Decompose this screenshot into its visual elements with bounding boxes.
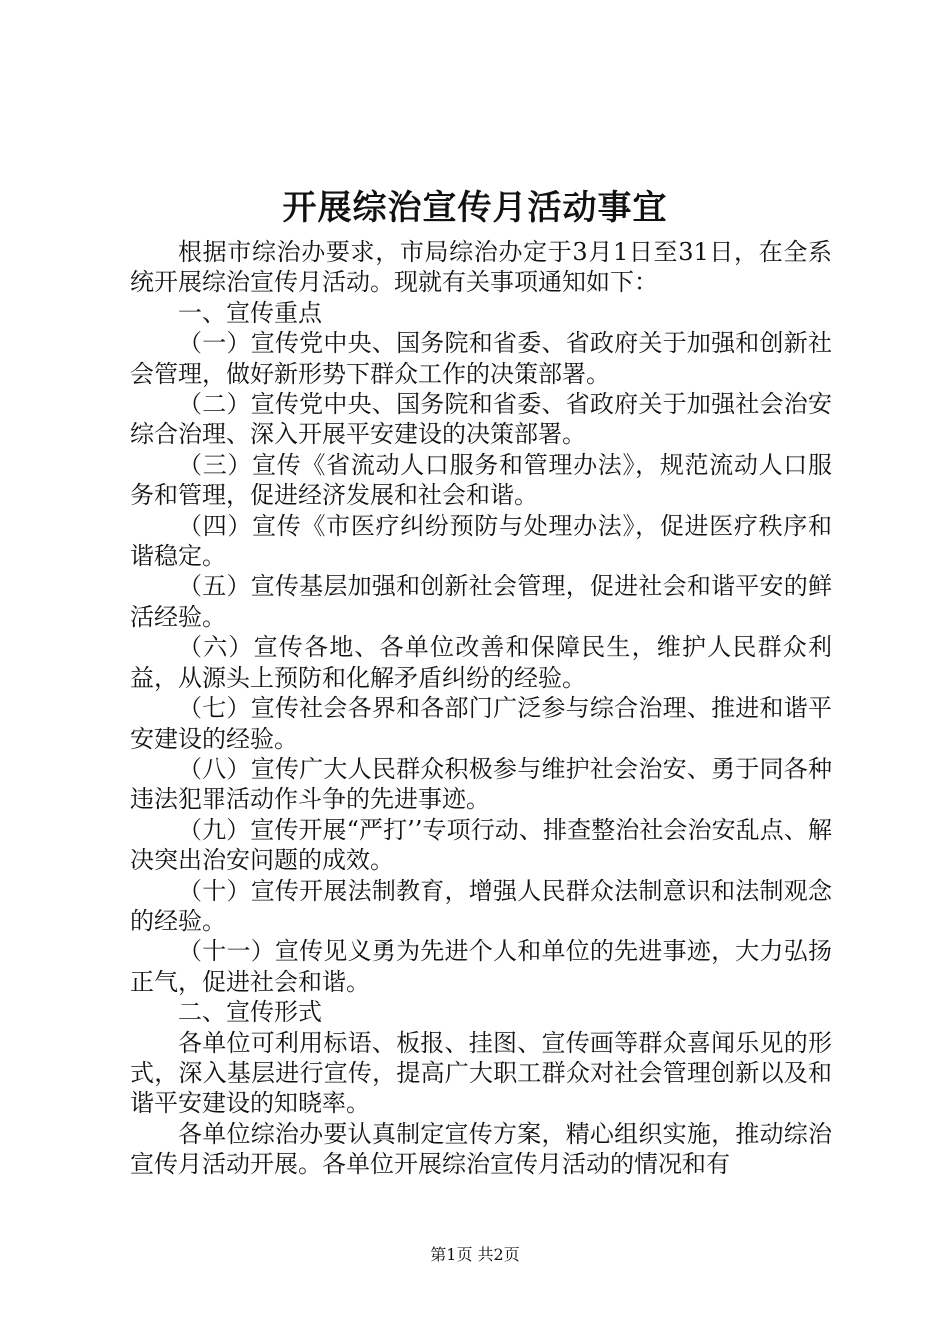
heading-section-1: 一、宣传重点 [178, 298, 322, 327]
paragraph-item-8: （八）宣传广大人民群众积极参与维护社会治安、勇于同各种违法犯罪活动作斗争的先进事迹。 [130, 754, 832, 814]
page-footer: 第1页 共2页 [430, 1245, 520, 1264]
paragraph-item-9: （九）宣传开展“严打’’专项行动、排查整治社会治安乱点、解决突出治安问题的成效。 [130, 815, 832, 875]
paragraph-intro: 根据市综治办要求，市局综治办定于3月1日至31日，在全系统开展综治宣传月活动。现就有关事项通知如下： [130, 238, 832, 297]
paragraph-item-2: （二）宣传党中央、国务院和省委、省政府关于加强社会治安综合治理、深入开展平安建设的决策部署。 [130, 390, 832, 449]
document-title: 开展综治宣传月活动事宜 [282, 188, 668, 228]
paragraph-item-1: （一）宣传党中央、国务院和省委、省政府关于加强和创新社会管理，做好新形势下群众工作的决策部署。 [130, 329, 832, 388]
paragraph-item-11: （十一）宣传见义勇为先进个人和单位的先进事迹，大力弘扬正气，促进社会和谐。 [130, 937, 832, 996]
paragraph-item-5: （五）宣传基层加强和创新社会管理，促进社会和谐平安的鲜活经验。 [130, 572, 832, 631]
paragraph-item-4: （四）宣传《市医疗纠纷预防与处理办法》，促进医疗秩序和谐稳定。 [130, 511, 832, 571]
paragraph-item-10: （十）宣传开展法制教育，增强人民群众法制意识和法制观念的经验。 [130, 876, 832, 935]
paragraph-requirements: 各单位综治办要认真制定宣传方案，精心组织实施，推动综治宣传月活动开展。各单位开展综治宣传月活动的情况和有 [130, 1119, 832, 1179]
paragraph-forms: 各单位可利用标语、板报、挂图、宣传画等群众喜闻乐见的形式，深入基层进行宣传，提高广大职工群众对社会管理创新以及和谐平安建设的知晓率。 [130, 1028, 832, 1118]
paragraph-item-7: （七）宣传社会各界和各部门广泛参与综合治理、推进和谐平安建设的经验。 [130, 694, 832, 753]
paragraph-item-3: （三）宣传《省流动人口服务和管理办法》，规范流动人口服务和管理，促进经济发展和社会和谐。 [130, 450, 832, 510]
document-body [130, 237, 832, 1180]
heading-section-2: 二、宣传形式 [178, 998, 322, 1027]
paragraph-item-6: （六）宣传各地、各单位改善和保障民生，维护人民群众利益，从源头上预防和化解矛盾纠纷的经验。 [130, 633, 832, 692]
